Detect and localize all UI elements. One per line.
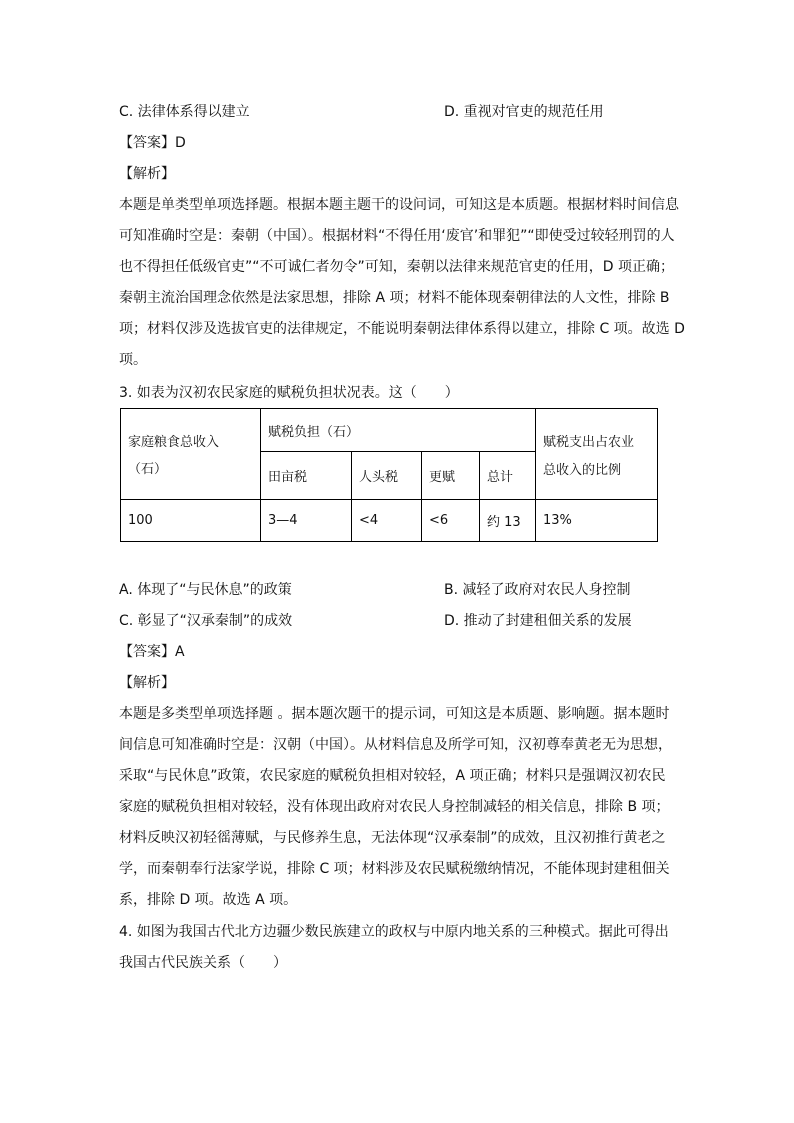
- table-cell: 100: [121, 500, 261, 542]
- analysis-line: 可知准确时空是：秦朝（中国）。根据材料“不得任用‘废官’和罪犯”“即使受过较轻刑罚的人: [119, 228, 675, 244]
- analysis-line: 本题是单类型单项选择题。根据本题主题干的设问词，可知这是本质题。根据材料时间信息: [119, 197, 679, 213]
- ratio-header-line1: 赋税支出占农业: [543, 434, 635, 450]
- analysis-line: 系，排除 D 项。故选 A 项。: [119, 892, 298, 908]
- analysis-label: 【解析】: [119, 166, 175, 182]
- subheader-land-tax: 田亩税: [261, 452, 352, 500]
- income-header-line1: 家庭粮食总收入: [128, 435, 220, 450]
- answer-label: 【答案】A: [119, 644, 185, 660]
- analysis-line: 材料反映汉初轻徭薄赋，与民修养生息，无法体现“汉承秦制”的成效，且汉初推行黄老之: [119, 830, 666, 846]
- tax-burden-table: [120, 408, 658, 542]
- option-c: C. 彰显了“汉承秦制”的成效: [119, 613, 293, 629]
- option-d: D. 重视对官吏的规范任用: [444, 104, 604, 120]
- analysis-line: 项；材料仅涉及选拔官吏的法律规定，不能说明秦朝法律体系得以建立，排除 C 项。故选 D: [119, 321, 685, 337]
- table-cell: <6: [422, 500, 480, 542]
- income-header: [121, 409, 261, 500]
- analysis-line: 学，而秦朝奉行法家学说，排除 C 项；材料涉及农民赋税缴纳情况，不能体现封建租佃关: [119, 861, 670, 877]
- option-a: A. 体现了“与民休息”的政策: [119, 582, 292, 598]
- option-c: C. 法律体系得以建立: [119, 104, 250, 120]
- analysis-line: 项。: [119, 352, 147, 368]
- analysis-paragraph: [119, 196, 685, 382]
- question-stem: [119, 923, 669, 985]
- option-b: B. 减轻了政府对农民人身控制: [444, 582, 631, 598]
- analysis-paragraph: [119, 705, 672, 922]
- subheader-poll-tax: 人头税: [352, 452, 422, 500]
- ratio-header: [536, 409, 658, 500]
- analysis-line: 秦朝主流治国理念依然是法家思想，排除 A 项；材料不能体现秦朝律法的人文性，排除 B: [119, 290, 670, 306]
- ratio-header-line2: 总收入的比例: [543, 462, 622, 478]
- tax-group-header: 赋税负担（石）: [261, 409, 536, 452]
- table-cell: 13%: [536, 500, 658, 542]
- analysis-line: 家庭的赋税负担相对较轻，没有体现出政府对农民人身控制减轻的相关信息，排除 B 项；: [119, 799, 670, 815]
- table-cell: <4: [352, 500, 422, 542]
- income-header-line2: （石）: [128, 462, 168, 477]
- table-cell: 3—4: [261, 500, 352, 542]
- analysis-line: 本题是多类型单项选择题 。据本题次题干的提示词，可知这是本质题、影响题。据本题时: [119, 706, 670, 722]
- subheader-total: 总计: [480, 452, 536, 500]
- stem-line: 4. 如图为我国古代北方边疆少数民族建立的政权与中原内地关系的三种模式。据此可得出: [119, 924, 669, 940]
- subheader-gengfu: 更赋: [422, 452, 480, 500]
- analysis-label: 【解析】: [119, 675, 175, 691]
- analysis-line: 间信息可知准确时空是：汉朝（中国）。从材料信息及所学可知，汉初尊奉黄老无为思想，: [119, 737, 672, 753]
- analysis-line: 也不得担任低级官吏”“不可诚仁者勿令”可知，秦朝以法律来规范官吏的任用，D 项正确；: [119, 259, 674, 275]
- option-d: D. 推动了封建租佃关系的发展: [444, 613, 632, 629]
- stem-line: 我国古代民族关系（ ）: [119, 955, 287, 971]
- question-stem: 3. 如表为汉初农民家庭的赋税负担状况表。这（ ）: [119, 385, 459, 401]
- analysis-line: 采取“与民休息”政策，农民家庭的赋税负担相对较轻，A 项正确；材料只是强调汉初农民: [119, 768, 666, 784]
- table-cell: 约 13: [480, 500, 536, 542]
- answer-label: 【答案】D: [119, 135, 186, 151]
